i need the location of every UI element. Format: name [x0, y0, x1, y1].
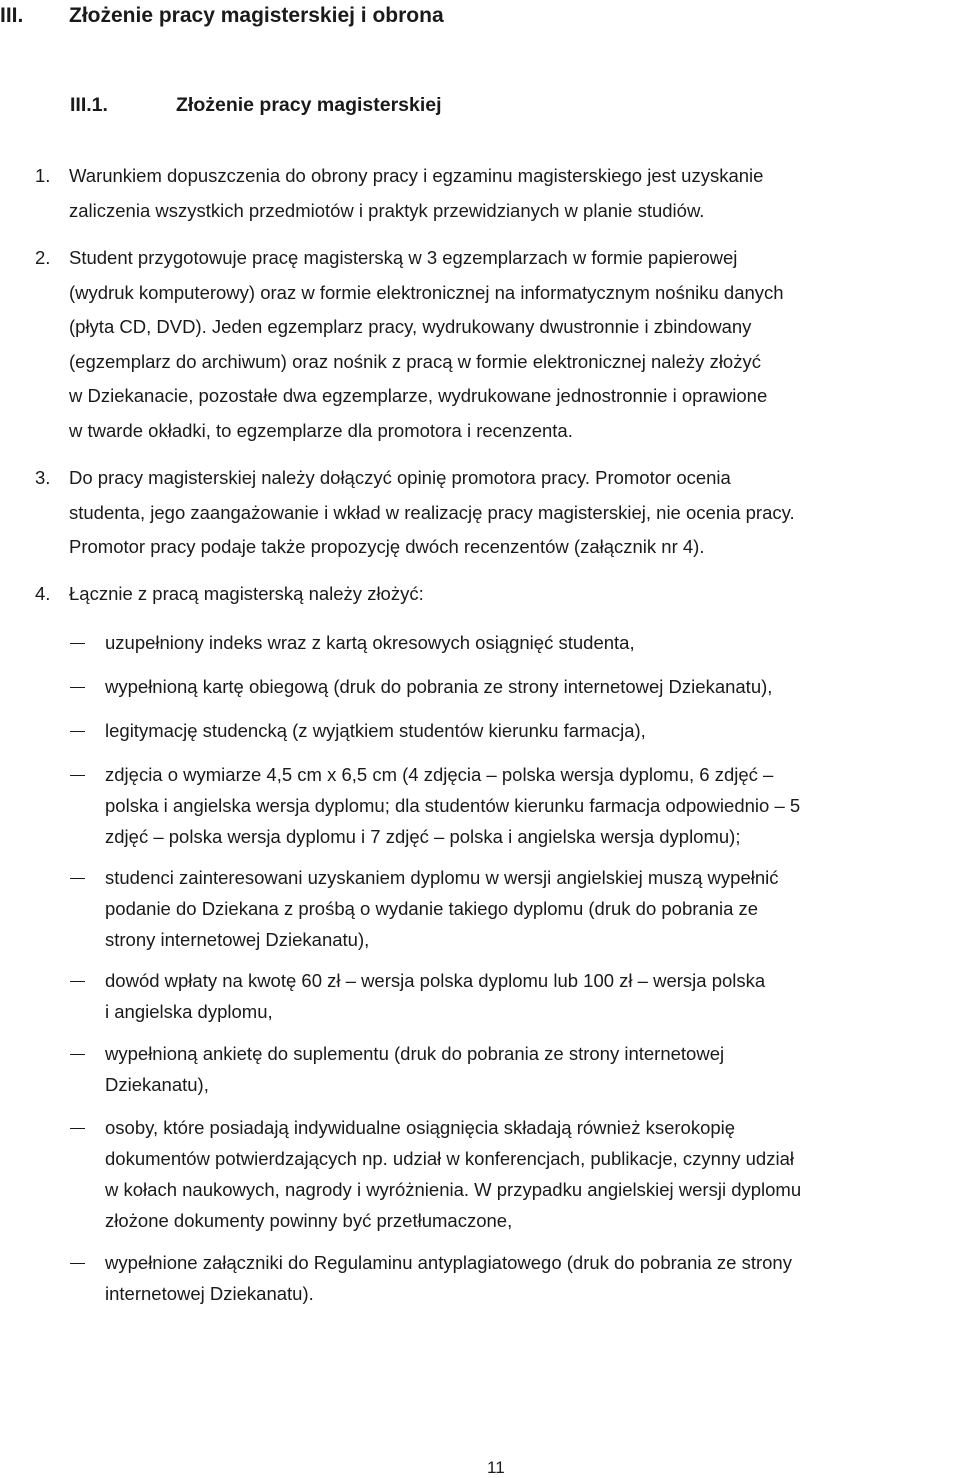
bullet-line: wypełnioną ankietę do suplementu (druk do pobrania ze strony internetowej — [105, 1043, 725, 1064]
bullet-line: Dziekanatu), — [105, 1074, 209, 1095]
item-number: 4. — [35, 583, 51, 604]
bullet-line: wypełnione załączniki do Regulaminu antyplagiatowego (druk do pobrania ze strony — [105, 1252, 792, 1273]
bullet-line: i angielska dyplomu, — [105, 1001, 273, 1022]
dash-bullet-icon — [70, 731, 85, 732]
bullet-line: uzupełniony indeks wraz z kartą okresowych osiągnięć studenta, — [105, 632, 635, 653]
bullet-line: wypełnioną kartę obiegową (druk do pobrania ze strony internetowej Dziekanatu), — [105, 676, 773, 697]
dash-bullet-icon — [70, 1263, 85, 1264]
bullet-line: dokumentów potwierdzających np. udział w konferencjach, publikacje, czynny udział — [105, 1148, 794, 1169]
bullet-line: studenci zainteresowani uzyskaniem dyplomu w wersji angielskiej muszą wypełnić — [105, 867, 779, 888]
dash-bullet-icon — [70, 878, 85, 879]
item-line: Łącznie z pracą magisterską należy złożyć: — [69, 583, 424, 604]
item-line: w twarde okładki, to egzemplarze dla promotora i recenzenta. — [69, 420, 573, 441]
dash-bullet-icon — [70, 643, 85, 644]
bullet-line: strony internetowej Dziekanatu), — [105, 929, 370, 950]
bullet-line: zdjęć – polska wersja dyplomu i 7 zdjęć – polska i angielska wersja dyplomu); — [105, 826, 741, 847]
section-number: III.1. — [70, 94, 108, 116]
bullet-line: polska i angielska wersja dyplomu; dla studentów kierunku farmacja odpowiednio – 5 — [105, 795, 801, 816]
bullet-line: podanie do Dziekana z prośbą o wydanie takiego dyplomu (druk do pobrania ze — [105, 898, 759, 919]
dash-bullet-icon — [70, 981, 85, 982]
bullet-line: internetowej Dziekanatu). — [105, 1283, 314, 1304]
item-line: studenta, jego zaangażowanie i wkład w realizację pracy magisterskiej, nie ocenia pracy. — [69, 502, 795, 523]
item-line: Student przygotowuje pracę magisterską w 3 egzemplarzach w formie papierowej — [69, 247, 738, 268]
bullet-line: legitymację studencką (z wyjątkiem studentów kierunku farmacja), — [105, 720, 646, 741]
dash-bullet-icon — [70, 775, 85, 776]
item-number: 3. — [35, 467, 51, 488]
item-line: Do pracy magisterskiej należy dołączyć opinię promotora pracy. Promotor ocenia — [69, 467, 731, 488]
bullet-line: osoby, które posiadają indywidualne osiągnięcia składają również kserokopię — [105, 1117, 736, 1138]
item-line: (egzemplarz do archiwum) oraz nośnik z pracą w formie elektronicznej należy złożyć — [69, 351, 761, 372]
item-line: Promotor pracy podaje także propozycję dwóch recenzentów (załącznik nr 4). — [69, 536, 705, 557]
item-number: 1. — [35, 165, 51, 186]
chapter-title: Złożenie pracy magisterskiej i obrona — [69, 4, 444, 27]
bullet-line: dowód wpłaty na kwotę 60 zł – wersja polska dyplomu lub 100 zł – wersja polska — [105, 970, 766, 991]
item-line: zaliczenia wszystkich przedmiotów i praktyk przewidzianych w planie studiów. — [69, 200, 705, 221]
bullet-line: złożone dokumenty powinny być przetłumaczone, — [105, 1210, 513, 1231]
section-title: Złożenie pracy magisterskiej — [176, 94, 442, 116]
item-line: w Dziekanacie, pozostałe dwa egzemplarze, wydrukowane jednostronnie i oprawione — [69, 385, 768, 406]
dash-bullet-icon — [70, 1054, 85, 1055]
item-line: (wydruk komputerowy) oraz w formie elektronicznej na informatycznym nośniku danych — [69, 282, 784, 303]
bullet-line: zdjęcia o wymiarze 4,5 cm x 6,5 cm (4 zdjęcia – polska wersja dyplomu, 6 zdjęć – — [105, 764, 774, 785]
dash-bullet-icon — [70, 1128, 85, 1129]
page-number: 11 — [487, 1458, 505, 1477]
bullet-line: w kołach naukowych, nagrody i wyróżnienia. W przypadku angielskiej wersji dyplomu — [105, 1179, 802, 1200]
item-line: Warunkiem dopuszczenia do obrony pracy i egzaminu magisterskiego jest uzyskanie — [69, 165, 764, 186]
dash-bullet-icon — [70, 687, 85, 688]
item-line: (płyta CD, DVD). Jeden egzemplarz pracy, wydrukowany dwustronnie i zbindowany — [69, 316, 752, 337]
item-number: 2. — [35, 247, 51, 268]
chapter-number: III. — [0, 4, 24, 27]
